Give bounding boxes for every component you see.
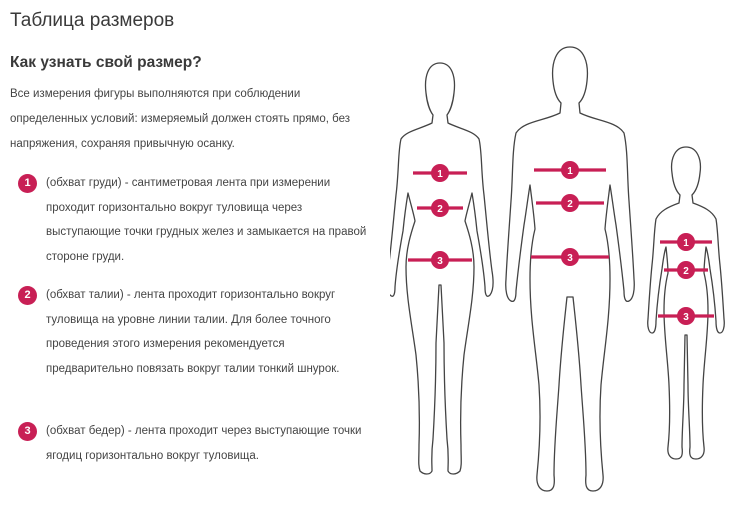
woman-hips-tape [408, 251, 472, 269]
measurement-description: (обхват бедер) - лента проходит через выступающие точки ягодиц горизонтально вокруг туловища. [46, 425, 362, 462]
page-title: Таблица размеров [10, 10, 175, 31]
body-figures-svg [390, 35, 740, 495]
measurement-chest [18, 171, 368, 269]
marker-label: 1 [567, 166, 573, 177]
number-badge: 3 [18, 422, 37, 441]
marker-label: 2 [567, 199, 573, 210]
man-figure [506, 47, 635, 491]
intro-text: Все измерения фигуры выполняются при соблюдении определенных условий: измеряемый должен стоять прямо, без напряжения, сохраняя привычную осанку. [10, 88, 350, 150]
marker-label: 3 [567, 253, 573, 264]
marker-label: 2 [683, 266, 689, 277]
woman-waist-tape [417, 199, 463, 217]
number-badge: 2 [18, 286, 37, 305]
measurement-hips [18, 419, 368, 468]
page-subtitle: Как узнать свой размер? [10, 54, 202, 71]
marker-label: 3 [683, 312, 689, 323]
measurement-waist [18, 283, 368, 381]
marker-label: 1 [437, 169, 443, 180]
marker-label: 2 [437, 204, 443, 215]
child-chest-tape [660, 233, 712, 251]
child-hips-tape [658, 307, 714, 325]
man-waist-tape [536, 194, 604, 212]
child-figure [648, 147, 725, 459]
marker-label: 3 [437, 256, 443, 267]
man-chest-tape [534, 161, 606, 179]
man-hips-tape [531, 248, 609, 266]
marker-label: 1 [683, 238, 689, 249]
measurement-description: (обхват талии) - лента проходит горизонтально вокруг туловища на уровне линии талии. Для более точного проведения этого измерения рекомендуется предварительно повязать вокруг талии тонкий шнурок. [46, 289, 340, 375]
woman-figure [390, 63, 493, 474]
child-waist-tape [664, 261, 708, 279]
measurement-description: (обхват груди) - сантиметровая лента при измерении проходит горизонтально вокруг туловища через выступающие точки грудных желез и замыкается на правой стороне груди. [46, 177, 367, 263]
body-figures-illustration [390, 35, 740, 495]
number-badge: 1 [18, 174, 37, 193]
woman-chest-tape [413, 164, 467, 182]
